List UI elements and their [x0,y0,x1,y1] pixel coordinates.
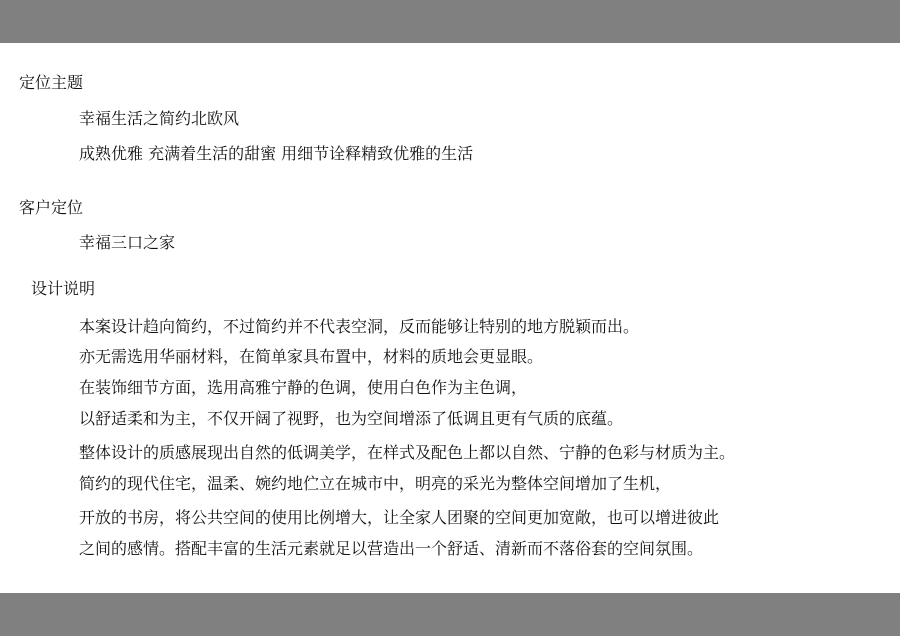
design-line-6: 简约的现代住宅，温柔、婉约地伫立在城市中，明亮的采光为整体空间增加了生机， [79,474,672,493]
design-line-4: 以舒适柔和为主，不仅开阔了视野，也为空间增添了低调且更有气质的底蕴。 [79,409,624,428]
section-heading-design: 设计说明 [31,279,96,298]
design-line-1: 本案设计趋向简约，不过简约并不代表空洞，反而能够让特别的地方脱颖而出。 [79,317,640,336]
document-page [0,43,900,593]
design-line-5: 整体设计的质感展现出自然的低调美学，在样式及配色上都以自然、宁静的色彩与材质为主。 [79,443,736,462]
top-gray-band [0,0,900,43]
design-line-8: 之间的感情。搭配丰富的生活元素就足以营造出一个舒适、清新而不落俗套的空间氛围。 [79,539,704,558]
design-line-3: 在装饰细节方面，选用高雅宁静的色调，使用白色作为主色调， [79,378,528,397]
section-heading-client: 客户定位 [19,198,84,217]
design-line-2: 亦无需选用华丽材料，在简单家具布置中，材料的质地会更显眼。 [79,347,544,366]
client-line-1: 幸福三口之家 [79,233,176,252]
section-heading-theme: 定位主题 [19,73,84,92]
design-line-7: 开放的书房，将公共空间的使用比例增大，让全家人团聚的空间更加宽敞，也可以增进彼此 [79,508,720,527]
theme-line-1: 幸福生活之简约北欧风 [79,109,240,128]
theme-line-2: 成熟优雅 充满着生活的甜蜜 用细节诠释精致优雅的生活 [79,144,474,163]
bottom-gray-band [0,593,900,636]
